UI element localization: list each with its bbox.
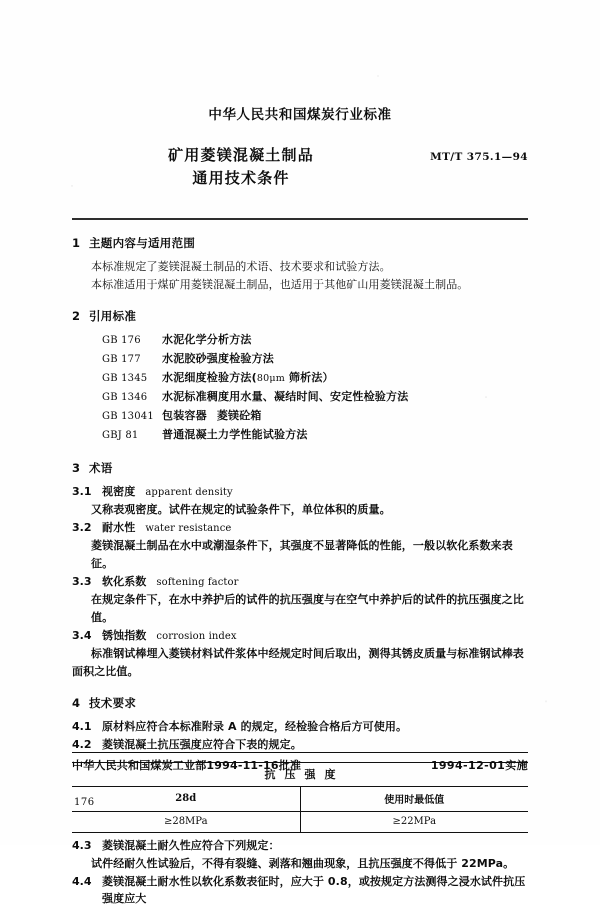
reference-title-text: 包装容器 <box>162 409 207 423</box>
footer-row <box>72 757 528 773</box>
clause-4-1 <box>72 718 528 736</box>
list-item <box>72 331 528 350</box>
clause-number: 4.1 <box>72 720 92 734</box>
term-english: apparent density <box>145 486 233 498</box>
footer-divider <box>72 752 528 753</box>
term-english: water resistance <box>145 522 232 534</box>
clause-text: 原材料应符合本标准附录 A 的规定，经检验合格后方可使用。 <box>102 720 408 734</box>
clause-text: 菱镁混凝土耐水性以软化系数表征时，应大于 0.8，或按规定方法测得之浸水试件抗压强度应大 <box>102 874 526 906</box>
section-title-1: 主题内容与适用范围 <box>89 235 196 250</box>
clause-term-line <box>102 519 528 537</box>
clause-4-3-body: 试件经耐久性试验后，不得有裂缝、剥落和翘曲现象，且抗压强度不得低于 22MPa。 <box>91 856 515 870</box>
list-item <box>72 369 528 388</box>
list-item <box>72 426 528 445</box>
reference-title-text: 水泥标准稠度用水量、凝结时间、安定性检验方法 <box>162 390 409 404</box>
reference-title-text-2: 菱镁砼箱 <box>216 409 262 423</box>
section-heading-1 <box>72 235 528 251</box>
section-1-paragraph-1: 本标准规定了菱镁混凝土制品的术语、技术要求和试验方法。 <box>91 259 391 273</box>
clause-3-2-body: 菱镁混凝土制品在水中或潮湿条件下，其强度不显著降低的性能，一般以软化系数来表征。 <box>91 539 513 570</box>
list-item <box>72 407 528 426</box>
clause-number: 4.3 <box>72 838 92 852</box>
reference-title <box>162 369 528 388</box>
reference-title <box>162 407 528 426</box>
list-item <box>72 350 528 369</box>
title-row <box>72 144 528 196</box>
term-english: softening factor <box>156 576 239 588</box>
clause-4-3 <box>72 837 528 855</box>
reference-code: GB 13041 <box>102 411 154 423</box>
document-title-line-1: 矿用菱镁混凝土制品 <box>168 145 314 164</box>
reference-code: GB 177 <box>102 354 141 366</box>
term-chinese: 视密度 <box>102 484 136 498</box>
clause-3-4-body: 标准钢试棒埋入菱镁材料试件浆体中经规定时间后取出，测得其锈皮质量与标准钢试棒表面积之比值。 <box>72 646 524 678</box>
clause-3-1 <box>72 483 528 501</box>
section-number-3: 3 <box>72 460 81 475</box>
referenced-standards-list <box>72 331 528 444</box>
clause-3-3-body: 在规定条件下，在水中养护后的试件的抗压强度与在空气中养护后的试件的抗压强度之比值。 <box>91 592 524 624</box>
clause-number: 4.2 <box>72 738 92 752</box>
reference-code: GB 1346 <box>102 392 148 404</box>
reference-code: GBJ 81 <box>102 430 139 441</box>
table-header-min-value: 使用时最低值 <box>300 786 528 811</box>
table-row <box>72 786 528 811</box>
clause-term-line <box>102 573 528 591</box>
table-row <box>72 811 528 832</box>
term-chinese: 锈蚀指数 <box>102 628 147 642</box>
reference-title-text: 水泥细度检验方法( <box>162 371 257 385</box>
section-number-4: 4 <box>72 696 81 711</box>
table-header-28d: 28d <box>72 786 300 811</box>
reference-title-text-2: 筛析法） <box>284 371 334 385</box>
clause-3-1-body: 又称表观密度。试件在规定的试验条件下，单位体积的质量。 <box>91 503 391 517</box>
clause-text: 菱镁混凝土耐久性应符合下列规定： <box>102 838 280 852</box>
reference-code: GB 1345 <box>102 373 148 385</box>
effective-date: 1994-12-01实施 <box>430 759 528 772</box>
page-number: 176 <box>74 797 95 808</box>
reference-title <box>162 388 528 407</box>
term-chinese: 软化系数 <box>102 574 147 588</box>
table-title-cell: 抗压强度 <box>72 762 528 786</box>
term-english: corrosion index <box>156 630 237 642</box>
reference-title <box>162 426 528 445</box>
section-number-1: 1 <box>72 235 81 250</box>
reference-title-text: 普通混凝土力学性能试验方法 <box>162 428 308 441</box>
reference-title <box>162 350 528 369</box>
reference-title-unit: 80μm <box>256 373 285 385</box>
clause-number: 4.4 <box>72 874 92 888</box>
section-heading-4 <box>72 695 528 711</box>
clause-number: 3.1 <box>72 484 92 498</box>
clause-number: 3.2 <box>72 520 92 534</box>
section-title-3: 术语 <box>89 460 113 475</box>
section-heading-2 <box>72 308 528 324</box>
issuing-organization: 中华人民共和国煤炭行业标准 <box>208 107 392 123</box>
reference-title-text: 水泥胶砂强度检验方法 <box>162 352 274 366</box>
document-title-line-2: 通用技术条件 <box>192 169 290 188</box>
clause-4-4 <box>72 873 528 908</box>
clause-3-2 <box>72 519 528 537</box>
reference-title <box>162 331 528 350</box>
clause-term-line <box>102 627 528 645</box>
section-heading-3 <box>72 460 528 476</box>
term-chinese: 耐水性 <box>102 520 136 534</box>
clause-number: 3.4 <box>72 628 92 642</box>
header-divider <box>72 218 528 220</box>
standard-number: MT/T 375.1—94 <box>430 150 528 163</box>
clause-3-3 <box>72 573 528 591</box>
reference-title-text: 水泥化学分析方法 <box>162 333 252 347</box>
approval-statement: 中华人民共和国煤炭工业部1994-11-16批准 <box>72 759 302 772</box>
clause-term-line <box>102 483 528 501</box>
section-number-2: 2 <box>72 309 81 324</box>
page-footer <box>72 752 528 773</box>
list-item <box>72 388 528 407</box>
clause-text: 菱镁混凝土抗压强度应符合下表的规定。 <box>102 738 302 752</box>
section-title-2: 引用标准 <box>89 309 137 324</box>
table-cell-min-value: ≥22MPa <box>300 811 528 832</box>
clause-number: 3.3 <box>72 574 92 588</box>
clause-3-4 <box>72 627 528 645</box>
reference-code: GB 176 <box>102 335 141 347</box>
section-title-4: 技术要求 <box>89 696 137 711</box>
section-1-paragraph-2: 本标准适用于煤矿用菱镁混凝土制品，也适用于其他矿山用菱镁混凝土制品。 <box>91 277 469 291</box>
table-cell-28d-value: ≥28MPa <box>72 811 300 832</box>
